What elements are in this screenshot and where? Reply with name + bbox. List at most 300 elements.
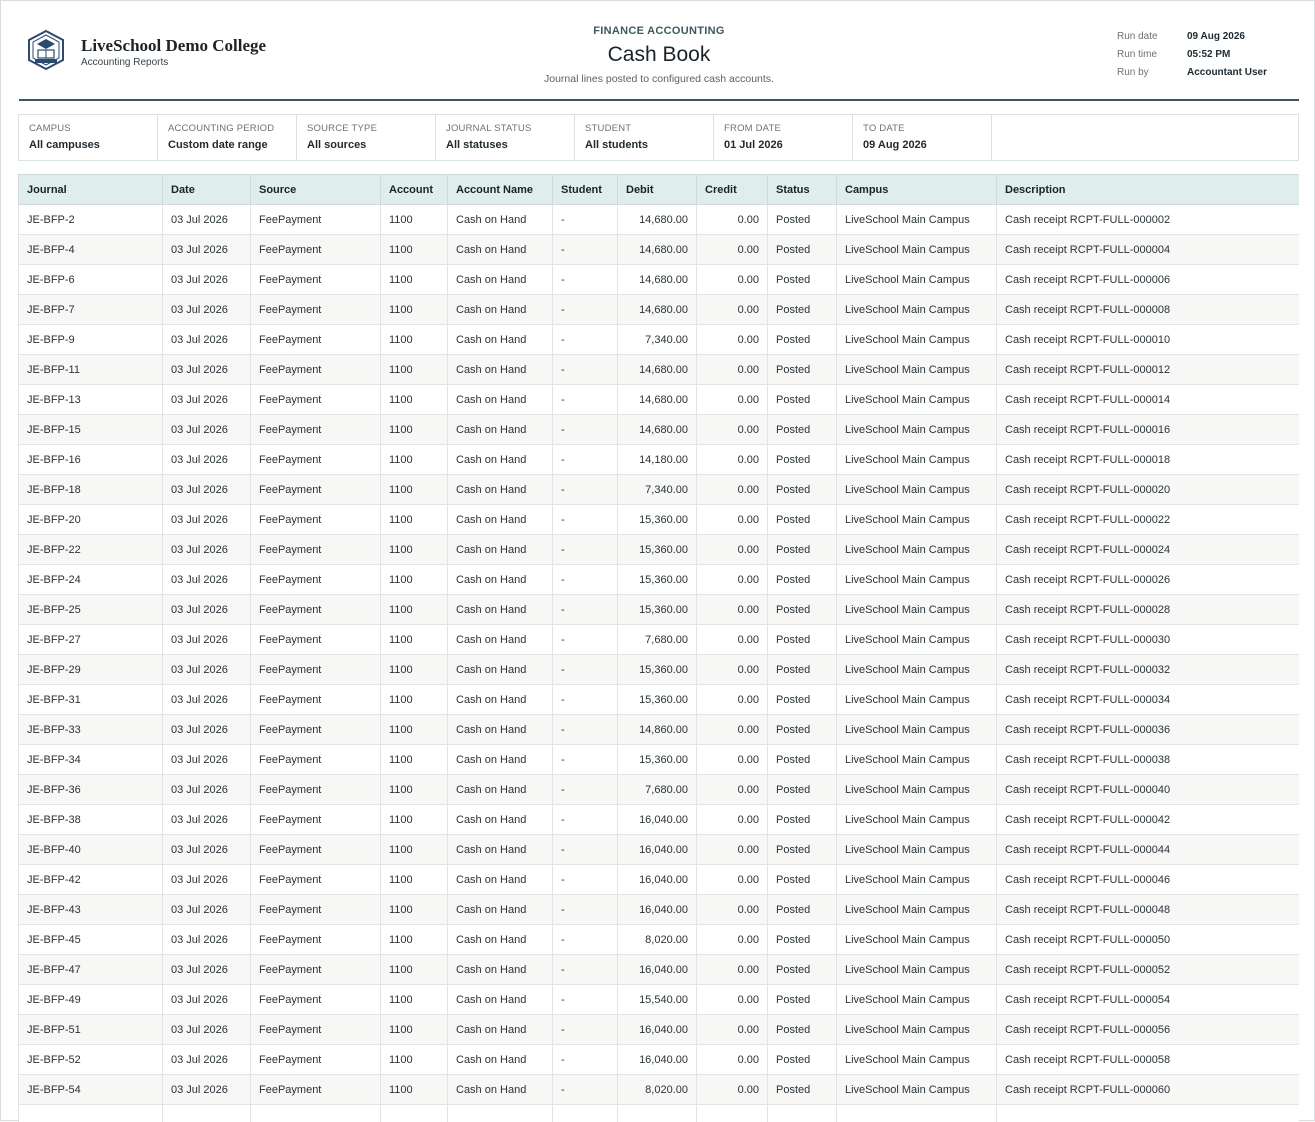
run-meta bbox=[1117, 27, 1267, 81]
cell-journal: JE-BFP-38 bbox=[19, 805, 163, 835]
cell-description: Cash receipt RCPT-FULL-000030 bbox=[997, 625, 1300, 655]
cell-account: 1100 bbox=[381, 445, 448, 475]
cell-credit: 0.00 bbox=[697, 415, 768, 445]
table-header-row bbox=[19, 175, 1300, 205]
column-header-source[interactable]: Source bbox=[251, 175, 381, 205]
filter-summary bbox=[18, 114, 1299, 161]
cell-account: 1100 bbox=[381, 415, 448, 445]
cell-description: Cash receipt RCPT-FULL-000006 bbox=[997, 265, 1300, 295]
college-crest-icon bbox=[25, 29, 67, 71]
cell-campus: LiveSchool Main Campus bbox=[837, 865, 997, 895]
cell-credit: 0.00 bbox=[697, 1075, 768, 1105]
table-row[interactable] bbox=[19, 595, 1300, 625]
cell-account-name: Cash on Hand bbox=[448, 595, 553, 625]
cell-credit: 0.00 bbox=[697, 925, 768, 955]
cell-credit: 0.00 bbox=[697, 235, 768, 265]
cell-account: 1100 bbox=[381, 385, 448, 415]
cell-journal: JE-BFP-49 bbox=[19, 985, 163, 1015]
cell-campus: LiveSchool Main Campus bbox=[837, 745, 997, 775]
meta-label: Run by bbox=[1117, 67, 1187, 78]
cash-book-table bbox=[18, 174, 1299, 1122]
cell-journal: JE-BFP-4 bbox=[19, 235, 163, 265]
cell-campus: LiveSchool Main Campus bbox=[837, 445, 997, 475]
cell-account: 1100 bbox=[381, 265, 448, 295]
cell-debit: 16,040.00 bbox=[618, 955, 697, 985]
cell-account: 1100 bbox=[381, 625, 448, 655]
cell-journal: JE-BFP-22 bbox=[19, 535, 163, 565]
cell-source: FeePayment bbox=[251, 895, 381, 925]
cell-date: 03 Jul 2026 bbox=[163, 325, 251, 355]
table-row[interactable] bbox=[19, 805, 1300, 835]
cell-status: Posted bbox=[768, 805, 837, 835]
cell-journal: JE-BFP-33 bbox=[19, 715, 163, 745]
cell-status: Posted bbox=[768, 505, 837, 535]
table-row[interactable] bbox=[19, 295, 1300, 325]
cell-campus: LiveSchool Main Campus bbox=[837, 895, 997, 925]
cell-date: 03 Jul 2026 bbox=[163, 895, 251, 925]
cell-date: 03 Jul 2026 bbox=[163, 505, 251, 535]
cell-date: 03 Jul 2026 bbox=[163, 835, 251, 865]
cell-description: Cash receipt RCPT-FULL-000012 bbox=[997, 355, 1300, 385]
cell-source: FeePayment bbox=[251, 625, 381, 655]
cell-credit: 0.00 bbox=[697, 865, 768, 895]
cell-status: Posted bbox=[768, 955, 837, 985]
cell-journal: JE-BFP-11 bbox=[19, 355, 163, 385]
table-row[interactable] bbox=[19, 565, 1300, 595]
cell-status: Posted bbox=[768, 715, 837, 745]
cell-status: Posted bbox=[768, 895, 837, 925]
cell-journal: JE-BFP-24 bbox=[19, 565, 163, 595]
cell-account-name: Cash on Hand bbox=[448, 1045, 553, 1075]
cell-debit: 15,360.00 bbox=[618, 565, 697, 595]
cell-source: FeePayment bbox=[251, 265, 381, 295]
cell-status: Posted bbox=[768, 415, 837, 445]
table-row[interactable] bbox=[19, 895, 1300, 925]
table-row[interactable] bbox=[19, 505, 1300, 535]
meta-label: Run date bbox=[1117, 31, 1187, 42]
table-header bbox=[19, 175, 1300, 205]
cell-account: 1100 bbox=[381, 865, 448, 895]
table-body bbox=[19, 205, 1300, 1122]
cell-source: FeePayment bbox=[251, 595, 381, 625]
cell-campus: LiveSchool Main Campus bbox=[837, 985, 997, 1015]
cell-account: 1100 bbox=[381, 1075, 448, 1105]
cell-student: - bbox=[553, 1015, 618, 1045]
cell-date: 03 Jul 2026 bbox=[163, 715, 251, 745]
table-row[interactable] bbox=[19, 445, 1300, 475]
cell-description: Cash receipt RCPT-FULL-000034 bbox=[997, 685, 1300, 715]
column-header-status[interactable]: Status bbox=[768, 175, 837, 205]
table-row[interactable] bbox=[19, 325, 1300, 355]
column-header-description[interactable]: Description bbox=[997, 175, 1300, 205]
cell-campus: LiveSchool Main Campus bbox=[837, 685, 997, 715]
cell-journal: JE-BFP-36 bbox=[19, 775, 163, 805]
cell-account: 1100 bbox=[381, 775, 448, 805]
table-row[interactable] bbox=[19, 925, 1300, 955]
cell-source: FeePayment bbox=[251, 1015, 381, 1045]
cell-description: Cash receipt RCPT-FULL-000048 bbox=[997, 895, 1300, 925]
cell-account-name: Cash on Hand bbox=[448, 985, 553, 1015]
cell-date: 03 Jul 2026 bbox=[163, 415, 251, 445]
table-row[interactable] bbox=[19, 475, 1300, 505]
cell-student: - bbox=[553, 835, 618, 865]
cell-account: 1100 bbox=[381, 985, 448, 1015]
cell-status: Posted bbox=[768, 565, 837, 595]
cell-student: - bbox=[553, 805, 618, 835]
cell-account-name: Cash on Hand bbox=[448, 505, 553, 535]
cell-source: FeePayment bbox=[251, 325, 381, 355]
cell-source: FeePayment bbox=[251, 445, 381, 475]
table-row[interactable] bbox=[19, 1075, 1300, 1105]
cell-journal: JE-BFP-7 bbox=[19, 295, 163, 325]
cell-journal: JE-BFP-25 bbox=[19, 595, 163, 625]
cell-credit: 0.00 bbox=[697, 655, 768, 685]
cell-account: 1100 bbox=[381, 595, 448, 625]
cell-status: Posted bbox=[768, 1075, 837, 1105]
cell-status: Posted bbox=[768, 355, 837, 385]
cell-status: Posted bbox=[768, 865, 837, 895]
cell-description: Cash receipt RCPT-FULL-000002 bbox=[997, 205, 1300, 235]
cell-status: Posted bbox=[768, 445, 837, 475]
table-row[interactable] bbox=[19, 835, 1300, 865]
cell-description: Cash receipt RCPT-FULL-000040 bbox=[997, 775, 1300, 805]
cell-account-name: Cash on Hand bbox=[448, 295, 553, 325]
table-row[interactable] bbox=[19, 715, 1300, 745]
cell-account: 1100 bbox=[381, 355, 448, 385]
cell-student: - bbox=[553, 475, 618, 505]
table-row[interactable] bbox=[19, 385, 1300, 415]
cell-credit: 0.00 bbox=[697, 445, 768, 475]
table-row[interactable] bbox=[19, 955, 1300, 985]
cell-date: 03 Jul 2026 bbox=[163, 205, 251, 235]
cell-status: Posted bbox=[768, 385, 837, 415]
meta-run-by bbox=[1117, 63, 1267, 81]
filter-label: STUDENT bbox=[585, 123, 713, 134]
cell-source: FeePayment bbox=[251, 865, 381, 895]
cell-journal: JE-BFP-34 bbox=[19, 745, 163, 775]
filter-label: ACCOUNTING PERIOD bbox=[168, 123, 296, 134]
filter-value: All students bbox=[585, 139, 713, 151]
column-header-journal[interactable]: Journal bbox=[19, 175, 163, 205]
cell-account: 1100 bbox=[381, 325, 448, 355]
cell-student: - bbox=[553, 505, 618, 535]
cell-account-name: Cash on Hand bbox=[448, 685, 553, 715]
table-row[interactable] bbox=[19, 1015, 1300, 1045]
cell-date: 03 Jul 2026 bbox=[163, 925, 251, 955]
column-header-debit[interactable]: Debit bbox=[618, 175, 697, 205]
filter-label: CAMPUS bbox=[29, 123, 157, 134]
cell-student: - bbox=[553, 895, 618, 925]
cell-description: Cash receipt RCPT-FULL-000004 bbox=[997, 235, 1300, 265]
cell-student: - bbox=[553, 325, 618, 355]
cell-credit: 0.00 bbox=[697, 355, 768, 385]
table-row[interactable] bbox=[19, 685, 1300, 715]
cell-account-name: Cash on Hand bbox=[448, 775, 553, 805]
cell-campus: LiveSchool Main Campus bbox=[837, 775, 997, 805]
cell-account-name: Cash on Hand bbox=[448, 625, 553, 655]
cell-debit: 16,040.00 bbox=[618, 895, 697, 925]
cell-credit: 0.00 bbox=[697, 685, 768, 715]
cell-campus: LiveSchool Main Campus bbox=[837, 625, 997, 655]
filter-value: All statuses bbox=[446, 139, 574, 151]
cell-account: 1100 bbox=[381, 1045, 448, 1075]
cell-date: 03 Jul 2026 bbox=[163, 445, 251, 475]
cell-journal: JE-BFP-16 bbox=[19, 445, 163, 475]
cell-journal: JE-BFP-13 bbox=[19, 385, 163, 415]
cell-date: 03 Jul 2026 bbox=[163, 475, 251, 505]
cell-journal: JE-BFP-18 bbox=[19, 475, 163, 505]
cell-source: FeePayment bbox=[251, 295, 381, 325]
cell-debit: 16,040.00 bbox=[618, 805, 697, 835]
org-name: LiveSchool Demo College bbox=[81, 36, 266, 56]
cell-student: - bbox=[553, 925, 618, 955]
cell-status: Posted bbox=[768, 595, 837, 625]
cell-account-name: Cash on Hand bbox=[448, 385, 553, 415]
cell-credit: 0.00 bbox=[697, 745, 768, 775]
cell-account-name: Cash on Hand bbox=[448, 715, 553, 745]
cell-account-name: Cash on Hand bbox=[448, 805, 553, 835]
cell-campus: LiveSchool Main Campus bbox=[837, 565, 997, 595]
cell-date: 03 Jul 2026 bbox=[163, 295, 251, 325]
cell-description: Cash receipt RCPT-FULL-000032 bbox=[997, 655, 1300, 685]
cell-credit: 0.00 bbox=[697, 1045, 768, 1075]
cell-status: Posted bbox=[768, 835, 837, 865]
cell-student: - bbox=[553, 385, 618, 415]
cell-source: FeePayment bbox=[251, 565, 381, 595]
report-header bbox=[19, 1, 1299, 101]
report-kicker: FINANCE ACCOUNTING bbox=[459, 25, 859, 37]
cell-student: - bbox=[553, 865, 618, 895]
cell-campus: LiveSchool Main Campus bbox=[837, 1075, 997, 1105]
cell-source: FeePayment bbox=[251, 205, 381, 235]
cell-debit: 16,040.00 bbox=[618, 1015, 697, 1045]
cell-credit: 0.00 bbox=[697, 805, 768, 835]
cell-debit: 14,680.00 bbox=[618, 235, 697, 265]
cell-status: Posted bbox=[768, 235, 837, 265]
cell-student: - bbox=[553, 955, 618, 985]
cell-journal: JE-BFP-6 bbox=[19, 265, 163, 295]
cell-status bbox=[768, 1105, 837, 1122]
cell-debit: 7,340.00 bbox=[618, 325, 697, 355]
cell-debit: 15,360.00 bbox=[618, 685, 697, 715]
table-row[interactable] bbox=[19, 235, 1300, 265]
table-row[interactable] bbox=[19, 355, 1300, 385]
filter-to-date bbox=[853, 115, 992, 160]
cell-source: FeePayment bbox=[251, 415, 381, 445]
cell-date: 03 Jul 2026 bbox=[163, 1045, 251, 1075]
cell-journal: JE-BFP-51 bbox=[19, 1015, 163, 1045]
cell-description: Cash receipt RCPT-FULL-000024 bbox=[997, 535, 1300, 565]
cell-student: - bbox=[553, 595, 618, 625]
cell-source: FeePayment bbox=[251, 385, 381, 415]
cell-account-name: Cash on Hand bbox=[448, 955, 553, 985]
filter-value: 01 Jul 2026 bbox=[724, 139, 852, 151]
table-row[interactable] bbox=[19, 625, 1300, 655]
cell-account: 1100 bbox=[381, 1015, 448, 1045]
cell-account: 1100 bbox=[381, 715, 448, 745]
cell-campus: LiveSchool Main Campus bbox=[837, 205, 997, 235]
meta-value: 05:52 PM bbox=[1187, 49, 1230, 60]
cell-student: - bbox=[553, 265, 618, 295]
cell-credit: 0.00 bbox=[697, 985, 768, 1015]
cell-credit: 0.00 bbox=[697, 265, 768, 295]
cell-debit: 14,680.00 bbox=[618, 385, 697, 415]
cell-description: Cash receipt RCPT-FULL-000054 bbox=[997, 985, 1300, 1015]
cell-description: Cash receipt RCPT-FULL-000060 bbox=[997, 1075, 1300, 1105]
cell-debit: 14,680.00 bbox=[618, 415, 697, 445]
cell-description: Cash receipt RCPT-FULL-000058 bbox=[997, 1045, 1300, 1075]
cell-account-name: Cash on Hand bbox=[448, 235, 553, 265]
cell-account-name: Cash on Hand bbox=[448, 445, 553, 475]
cell-source: FeePayment bbox=[251, 835, 381, 865]
cell-journal: JE-BFP-27 bbox=[19, 625, 163, 655]
cell-debit: 8,020.00 bbox=[618, 925, 697, 955]
cell-description: Cash receipt RCPT-FULL-000044 bbox=[997, 835, 1300, 865]
report-title: Cash Book bbox=[459, 43, 859, 67]
cell-credit: 0.00 bbox=[697, 565, 768, 595]
table-row[interactable] bbox=[19, 205, 1300, 235]
filter-value: 09 Aug 2026 bbox=[863, 139, 991, 151]
cell-account: 1100 bbox=[381, 505, 448, 535]
cell-debit: 14,680.00 bbox=[618, 355, 697, 385]
cell-account-name: Cash on Hand bbox=[448, 565, 553, 595]
cell-account-name: Cash on Hand bbox=[448, 895, 553, 925]
cell-date: 03 Jul 2026 bbox=[163, 595, 251, 625]
cell-campus: LiveSchool Main Campus bbox=[837, 955, 997, 985]
cell-debit: 15,540.00 bbox=[618, 985, 697, 1015]
cell-debit: 7,680.00 bbox=[618, 625, 697, 655]
cell-date: 03 Jul 2026 bbox=[163, 565, 251, 595]
cell-account: 1100 bbox=[381, 805, 448, 835]
cell-account: 1100 bbox=[381, 235, 448, 265]
cell-journal: JE-BFP-43 bbox=[19, 895, 163, 925]
cell-account-name: Cash on Hand bbox=[448, 865, 553, 895]
cell-credit: 0.00 bbox=[697, 295, 768, 325]
cell-student: - bbox=[553, 985, 618, 1015]
table-row[interactable] bbox=[19, 535, 1300, 565]
cell-source: FeePayment bbox=[251, 355, 381, 385]
meta-run-date bbox=[1117, 27, 1267, 45]
cell-student: - bbox=[553, 625, 618, 655]
cell-student: - bbox=[553, 415, 618, 445]
cell-status: Posted bbox=[768, 475, 837, 505]
cell-date: 03 Jul 2026 bbox=[163, 265, 251, 295]
cell-credit: 0.00 bbox=[697, 955, 768, 985]
cell-source: FeePayment bbox=[251, 1045, 381, 1075]
cell-debit: 15,360.00 bbox=[618, 595, 697, 625]
cell-description: Cash receipt RCPT-FULL-000016 bbox=[997, 415, 1300, 445]
cell-description: Cash receipt RCPT-FULL-000046 bbox=[997, 865, 1300, 895]
cell-debit: 15,360.00 bbox=[618, 655, 697, 685]
cell-credit: 0.00 bbox=[697, 505, 768, 535]
cell-date: 03 Jul 2026 bbox=[163, 865, 251, 895]
meta-value: 09 Aug 2026 bbox=[1187, 31, 1245, 42]
cell-campus: LiveSchool Main Campus bbox=[837, 715, 997, 745]
cell-description: Cash receipt RCPT-FULL-000026 bbox=[997, 565, 1300, 595]
cell-source: FeePayment bbox=[251, 745, 381, 775]
cell-account-name: Cash on Hand bbox=[448, 265, 553, 295]
cell-debit: 14,680.00 bbox=[618, 295, 697, 325]
cell-description: Cash receipt RCPT-FULL-000018 bbox=[997, 445, 1300, 475]
cell-description bbox=[997, 1105, 1300, 1122]
cell-student: - bbox=[553, 565, 618, 595]
cell-date: 03 Jul 2026 bbox=[163, 745, 251, 775]
cell-source: FeePayment bbox=[251, 955, 381, 985]
cell-debit: 15,360.00 bbox=[618, 505, 697, 535]
cell-account-name bbox=[448, 1105, 553, 1122]
cell-source: FeePayment bbox=[251, 685, 381, 715]
column-header-credit[interactable]: Credit bbox=[697, 175, 768, 205]
cell-date: 03 Jul 2026 bbox=[163, 235, 251, 265]
cell-campus: LiveSchool Main Campus bbox=[837, 325, 997, 355]
table-row[interactable] bbox=[19, 1045, 1300, 1075]
cell-debit: 14,860.00 bbox=[618, 715, 697, 745]
cell-status: Posted bbox=[768, 1045, 837, 1075]
cell-description: Cash receipt RCPT-FULL-000052 bbox=[997, 955, 1300, 985]
cell-campus: LiveSchool Main Campus bbox=[837, 925, 997, 955]
column-header-account-name[interactable]: Account Name bbox=[448, 175, 553, 205]
column-header-date[interactable]: Date bbox=[163, 175, 251, 205]
cell-source: FeePayment bbox=[251, 475, 381, 505]
cell-description: Cash receipt RCPT-FULL-000014 bbox=[997, 385, 1300, 415]
cell-status: Posted bbox=[768, 985, 837, 1015]
cell-status: Posted bbox=[768, 625, 837, 655]
meta-label: Run time bbox=[1117, 49, 1187, 60]
cell-account-name: Cash on Hand bbox=[448, 205, 553, 235]
cell-status: Posted bbox=[768, 685, 837, 715]
cell-debit: 15,360.00 bbox=[618, 535, 697, 565]
cell-account: 1100 bbox=[381, 565, 448, 595]
cell-account-name: Cash on Hand bbox=[448, 475, 553, 505]
cell-status: Posted bbox=[768, 265, 837, 295]
table-row[interactable] bbox=[19, 775, 1300, 805]
column-header-student[interactable]: Student bbox=[553, 175, 618, 205]
column-header-account[interactable]: Account bbox=[381, 175, 448, 205]
cell-description: Cash receipt RCPT-FULL-000050 bbox=[997, 925, 1300, 955]
cell-date: 03 Jul 2026 bbox=[163, 385, 251, 415]
table-row[interactable] bbox=[19, 265, 1300, 295]
table-row[interactable] bbox=[19, 415, 1300, 445]
cell-account: 1100 bbox=[381, 205, 448, 235]
cell-journal: JE-BFP-20 bbox=[19, 505, 163, 535]
table-row[interactable] bbox=[19, 655, 1300, 685]
cell-account: 1100 bbox=[381, 895, 448, 925]
column-header-campus[interactable]: Campus bbox=[837, 175, 997, 205]
cell-account: 1100 bbox=[381, 475, 448, 505]
cell-description: Cash receipt RCPT-FULL-000022 bbox=[997, 505, 1300, 535]
table-row[interactable] bbox=[19, 1105, 1300, 1122]
cell-campus: LiveSchool Main Campus bbox=[837, 265, 997, 295]
cell-campus: LiveSchool Main Campus bbox=[837, 1015, 997, 1045]
meta-value: Accountant User bbox=[1187, 67, 1267, 78]
cell-account: 1100 bbox=[381, 535, 448, 565]
cell-student: - bbox=[553, 655, 618, 685]
cell-campus: LiveSchool Main Campus bbox=[837, 805, 997, 835]
cell-date: 03 Jul 2026 bbox=[163, 655, 251, 685]
table-row[interactable] bbox=[19, 985, 1300, 1015]
cell-campus: LiveSchool Main Campus bbox=[837, 655, 997, 685]
table-row[interactable] bbox=[19, 865, 1300, 895]
cell-description: Cash receipt RCPT-FULL-000010 bbox=[997, 325, 1300, 355]
cash-book-table-container[interactable] bbox=[18, 174, 1299, 1122]
cell-student: - bbox=[553, 295, 618, 325]
table-row[interactable] bbox=[19, 745, 1300, 775]
cell-date: 03 Jul 2026 bbox=[163, 805, 251, 835]
cell-date: 03 Jul 2026 bbox=[163, 685, 251, 715]
cell-campus: LiveSchool Main Campus bbox=[837, 235, 997, 265]
cell-source: FeePayment bbox=[251, 775, 381, 805]
cell-debit: 14,680.00 bbox=[618, 205, 697, 235]
